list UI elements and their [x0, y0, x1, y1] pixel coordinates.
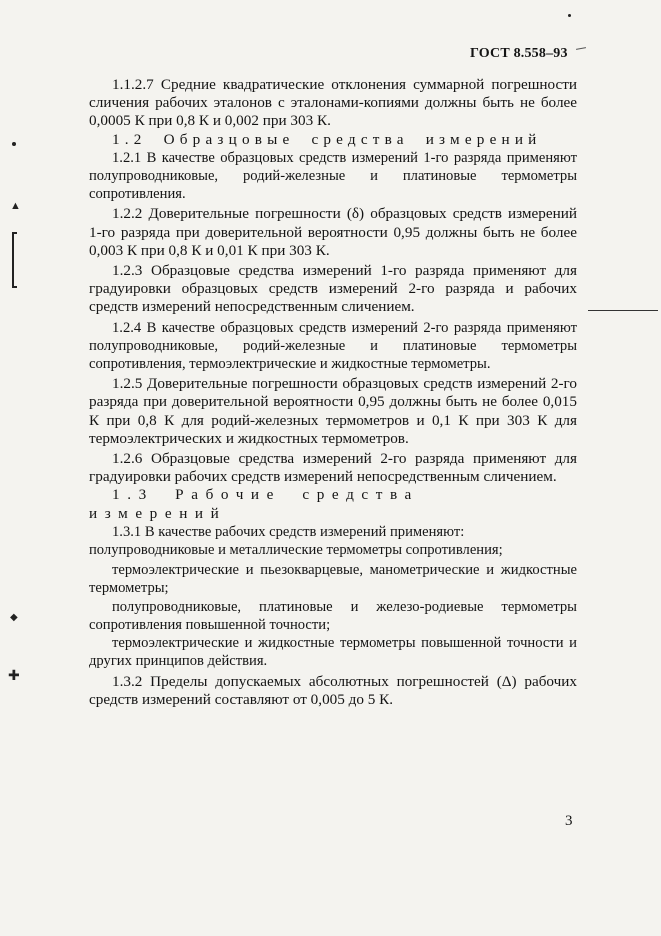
- paragraph-1-3-1: 1.3.1 В качестве рабочих средств измерений применяют:: [112, 523, 465, 540]
- list-item: полупроводниковые, платиновые и железо-родиевые термометры сопротивления повышенной точности;: [89, 598, 577, 633]
- scan-speck: [568, 14, 571, 17]
- paragraph-1-2-4: 1.2.4 В качестве образцовых средств измерений 2-го разряда применяют полупроводниковые, родий-железные и платиновые термометры сопротивления, термоэлектрические и жидкостные термометры.: [89, 319, 577, 373]
- page-number: 3: [565, 813, 573, 829]
- list-item: термоэлектрические и пьезокварцевые, манометрические и жидкостные термометры;: [89, 562, 577, 597]
- margin-bracket: [12, 232, 17, 288]
- page-body: [89, 76, 577, 709]
- paragraph-1-2-6: 1.2.6 Образцовые средства измерений 2-го разряда применяют для градуировки рабочих средств измерений непосредственным сличением.: [89, 450, 577, 486]
- paragraph-1-2-5: 1.2.5 Доверительные погрешности образцовых средств измерений 2-го разряда при доверительной вероятности 0,95 должны быть не более 0,015 К при 0,8 К для родий-железных термометров и 0,1 К при 303 К для термоэлектрических и жидкостных термометров.: [89, 375, 577, 447]
- margin-rule: [588, 310, 658, 311]
- list-item: полупроводниковые и металлические термометры сопротивления;: [89, 542, 503, 559]
- paragraph-1-1-2-7: 1.1.2.7 Средние квадратические отклонения суммарной погрешности сличения рабочих эталонов с эталонами-копиями должны быть не более 0,0005 К при 0,8 К и 0,002 при 303 К.: [89, 76, 577, 130]
- paragraph-1-2-1: 1.2.1 В качестве образцовых средств измерений 1-го разряда применяют полупроводниковые, родий-железные и платиновые термометры сопротивления.: [89, 149, 577, 203]
- document-code-header: ГОСТ 8.558–93: [470, 46, 568, 61]
- list-item: термоэлектрические и жидкостные термометры повышенной точности и других принципов действия.: [89, 635, 577, 670]
- section-heading-1-3: 1.3 Рабочие средства измерений: [89, 486, 419, 522]
- paragraph-1-2-3: 1.2.3 Образцовые средства измерений 1-го разряда применяют для градуировки образцовых средств измерений 2-го разряда и рабочих средств измерений непосредственным сличением.: [89, 262, 577, 316]
- margin-arrow-icon: ▲: [10, 200, 21, 212]
- margin-diamond-icon: ◆: [10, 612, 18, 623]
- paragraph-1-3-2: 1.3.2 Пределы допускаемых абсолютных погрешностей (Δ) рабочих средств измерений составляют от 0,005 до 5 К.: [89, 672, 577, 708]
- margin-cross-icon: ✚: [8, 669, 20, 684]
- margin-dot: [12, 142, 16, 146]
- scan-tick-mark: [576, 47, 586, 50]
- section-heading-1-2: 1.2 Образцовые средства измерений: [112, 130, 542, 148]
- paragraph-1-2-2: 1.2.2 Доверительные погрешности (δ) образцовых средств измерений 1-го разряда при доверительной вероятности 0,95 должны быть не более 0,003 К при 0,8 К и 0,01 К при 303 К.: [89, 205, 577, 259]
